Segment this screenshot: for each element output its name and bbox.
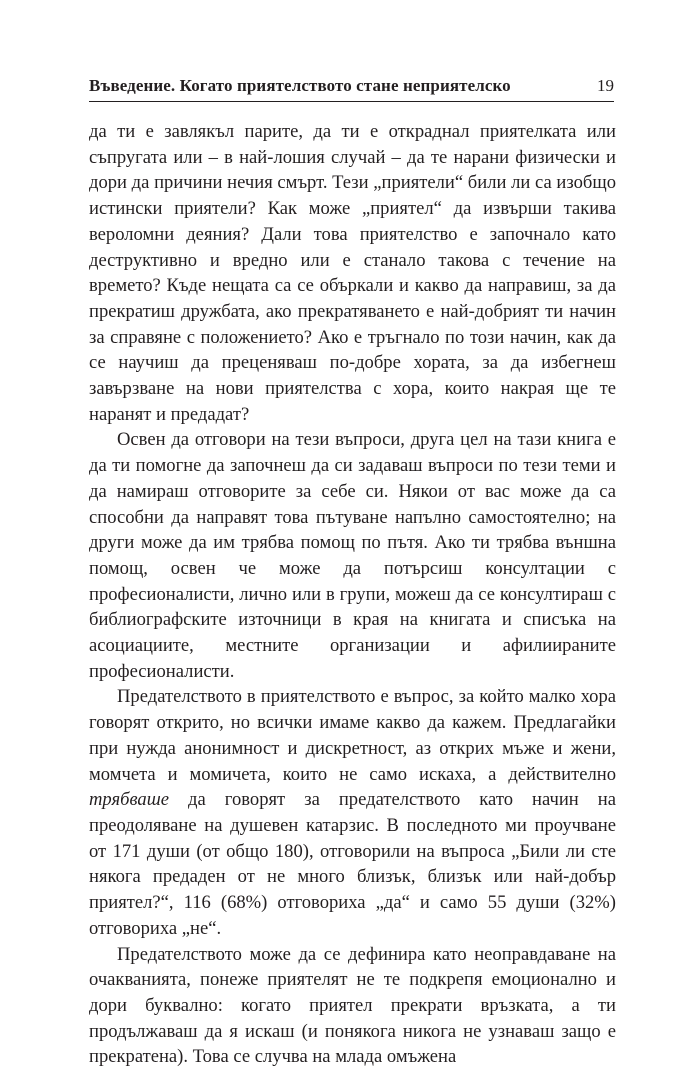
paragraph xyxy=(89,684,616,941)
page-number: 19 xyxy=(597,76,614,95)
paragraph-text: Предателството в приятелството е въпрос, за който малко хора говорят открито, но всички имаме какво да кажем. Предлагайки при нужда анонимност и дискретност, аз открих мъже и жени, момчета и момичета, които не само искаха, а действително xyxy=(89,686,616,785)
emphasized-word: трябваше xyxy=(89,789,170,811)
running-header xyxy=(89,70,614,102)
paragraph-continuation: да ти е завлякъл парите, да ти е откраднал приятелката или съпругата или – в най-лошия случай – да те нарани физически и дори да причини нечия смърт. Тези „приятели“ били ли са изобщо истински приятели? Как може „приятел“ да извърши такива вероломни деяния? Дали това приятелство е започнало като деструктивно и вредно или е станало такова с течение на времето? Къде нещата са се объркали и какво да направиш, за да прекратиш дружбата, ако прекратяването е най-добрият ти начин за справяне с положението? Ако е тръгнало по този начин, как да се научиш да преценяваш по-добре хората, за да избегнеш завързване на нови приятелства с хора, които накрая ще те наранят и предадат? xyxy=(89,121,616,425)
body-text xyxy=(89,119,616,1070)
chapter-title: Въведение. Когато приятелството стане неприятелско xyxy=(89,76,511,95)
paragraph: Освен да отговори на тези въпроси, друга цел на тази книга е да ти помогне да започнеш да си задаваш въпроси по тези теми и да намираш отговорите за себе си. Някои от вас може да са способни да направят това пътуване напълно самостоятелно; на други може да им трябва помощ по пътя. Ако ти трябва външна помощ, освен че може да потърсиш консултации с професионалисти, лично или в групи, можеш да се консултираш с библиографските източници в края на книгата и списъка на асоциациите, местните организации и афилиираните професионалисти. xyxy=(89,429,616,682)
paragraph-text: да говорят за предателството като начин на преодоляване на душевен катарзис. В последното ми проучване от 171 души (от общо 180), отговорили на въпроса „Били ли сте някога предаден от не много близък, близък или най-добър приятел?“, 116 (68%) отговориха „да“ и само 55 души (32%) отговориха „не“. xyxy=(89,789,616,939)
paragraph: Предателството може да се дефинира като неоправдаване на очакванията, понеже приятелят не те подкрепя емоционално и дори буквално: когато приятел прекрати връзката, а ти продължаваш да я искаш (и понякога никога не узнаваш защо е прекратена). Това се случва на млада омъжена xyxy=(89,943,616,1068)
